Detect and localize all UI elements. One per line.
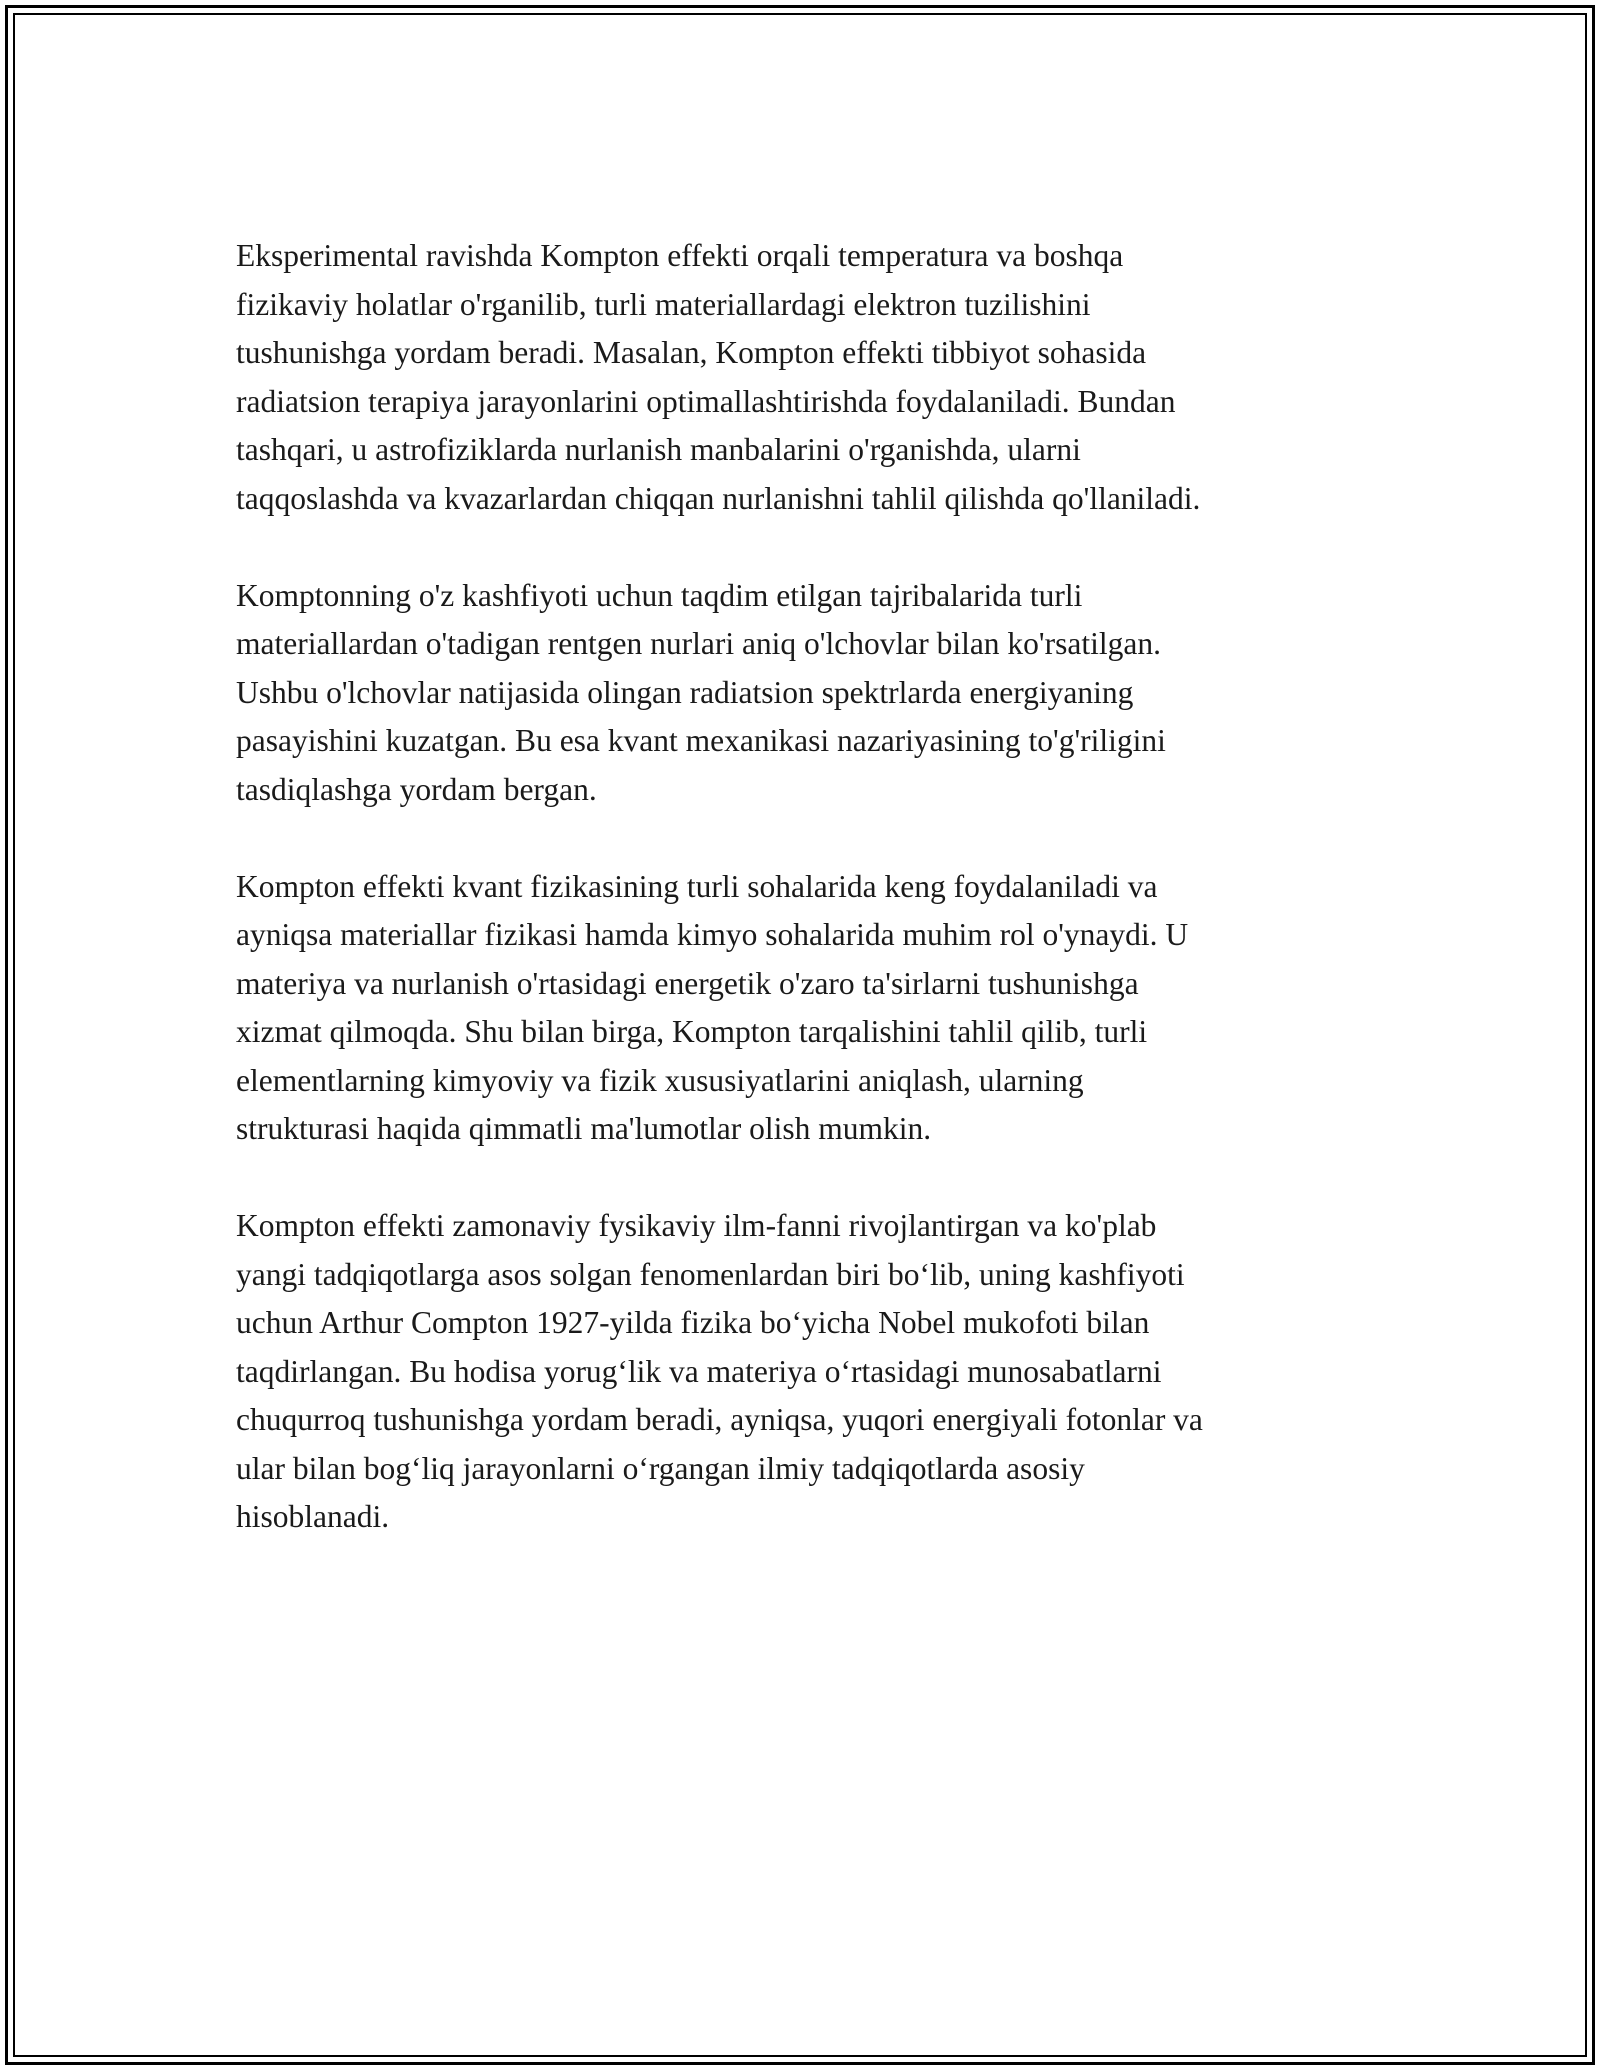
- text-line: Ushbu o'lchovlar natijasida olingan radiatsion spektrlarda energiyaning: [236, 674, 1134, 710]
- text-line: xizmat qilmoqda. Shu bilan birga, Kompton tarqalishini tahlil qilib, turli: [236, 1014, 1148, 1049]
- text-line: yangi tadqiqotlarga asos solgan fenomenlardan biri boʻlib, uning kashfiyoti: [236, 1256, 1185, 1292]
- text-line: ayniqsa materiallar fizikasi hamda kimyo sohalarida muhim rol o'ynaydi. U: [236, 917, 1189, 952]
- text-line: Kompton effekti zamonaviy fysikaviy ilm-fanni rivojlantirgan va ko'plab: [236, 1208, 1157, 1243]
- text-line: Komptonning o'z kashfiyoti uchun taqdim etilgan tajribalarida turli: [236, 577, 1083, 613]
- text-line: pasayishini kuzatgan. Bu esa kvant mexanikasi nazariyasining to'g'riligini: [236, 723, 1166, 758]
- text-line: Eksperimental ravishda Kompton effekti orqali temperatura va boshqa: [236, 238, 1124, 273]
- paragraph-2: [236, 572, 1386, 815]
- text-line: tushunishga yordam beradi. Masalan, Kompton effekti tibbiyot sohasida: [236, 335, 1147, 370]
- document-body: [236, 232, 1386, 1590]
- text-line: tasdiqlashga yordam bergan.: [236, 771, 597, 807]
- text-line: materiya va nurlanish o'rtasidagi energetik o'zaro ta'sirlarni tushunishga: [236, 965, 1139, 1001]
- text-line: elementlarning kimyoviy va fizik xususiyatlarini aniqlash, ularning: [236, 1062, 1084, 1098]
- text-line: taqdirlangan. Bu hodisa yorugʻlik va materiya oʻrtasidagi munosabatlarni: [236, 1353, 1162, 1389]
- text-line: tashqari, u astrofiziklarda nurlanish manbalarini o'rganishda, ularni: [236, 432, 1081, 467]
- paragraph-4: [236, 1202, 1386, 1542]
- paragraph-3: [236, 863, 1386, 1154]
- text-line: strukturasi haqida qimmatli ma'lumotlar olish mumkin.: [236, 1111, 932, 1146]
- text-line: chuqurroq tushunishga yordam beradi, ayniqsa, yuqori energiyali fotonlar va: [236, 1402, 1203, 1437]
- text-line: taqqoslashda va kvazarlardan chiqqan nurlanishni tahlil qilishda qo'llaniladi.: [236, 480, 1201, 516]
- text-line: hisoblanadi.: [236, 1499, 390, 1534]
- text-line: fizikaviy holatlar o'rganilib, turli materiallardagi elektron tuzilishini: [236, 286, 1091, 322]
- text-line: uchun Arthur Compton 1927-yilda fizika boʻyicha Nobel mukofoti bilan: [236, 1305, 1150, 1340]
- text-line: materiallardan o'tadigan rentgen nurlari aniq o'lchovlar bilan ko'rsatilgan.: [236, 626, 1161, 661]
- paragraph-1: [236, 232, 1386, 523]
- text-line: radiatsion terapiya jarayonlarini optimallashtirishda foydalaniladi. Bundan: [236, 383, 1176, 419]
- text-line: ular bilan bogʻliq jarayonlarni oʻrgangan ilmiy tadqiqotlarda asosiy: [236, 1450, 1085, 1486]
- text-line: Kompton effekti kvant fizikasining turli sohalarida keng foydalaniladi va: [236, 868, 1158, 904]
